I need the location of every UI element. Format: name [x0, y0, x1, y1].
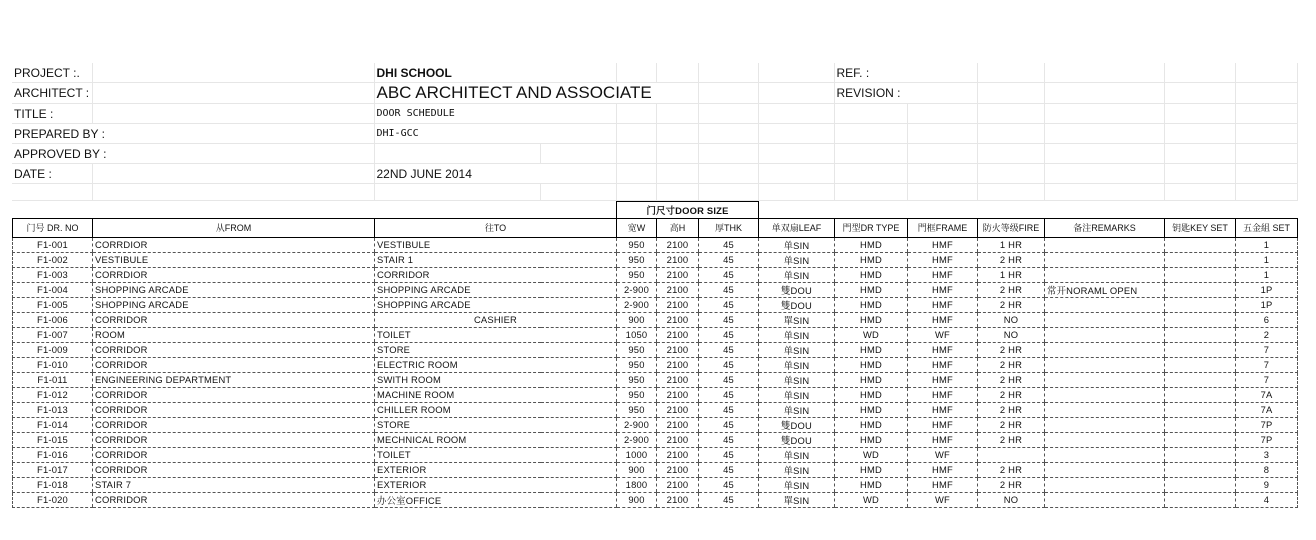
- cell-from: CORRIDOR: [93, 387, 375, 402]
- cell-remarks: [1045, 447, 1165, 462]
- cell-height: 2100: [657, 252, 699, 267]
- cell-width: 1800: [617, 477, 657, 492]
- cell-dr-type: HMD: [835, 432, 908, 447]
- cell-fire: 1 HR: [978, 267, 1045, 282]
- cell-fire: 2 HR: [978, 372, 1045, 387]
- project-value: DHI SCHOOL: [374, 63, 616, 83]
- cell-to: SWITH ROOM: [375, 372, 617, 387]
- cell-width: 950: [617, 372, 657, 387]
- cell-to: CASHIER: [375, 312, 617, 327]
- cell-thk: 45: [699, 402, 759, 417]
- cell-frame: HMF: [908, 237, 978, 252]
- cell-hw-set: 1: [1236, 237, 1298, 252]
- cell-width: 950: [617, 267, 657, 282]
- cell-key-set: [1165, 312, 1236, 327]
- cell-to: EXTERIOR: [375, 462, 617, 477]
- cell-dr-no: F1-020: [13, 492, 93, 507]
- cell-frame: HMF: [908, 342, 978, 357]
- cell-width: 950: [617, 357, 657, 372]
- cell-frame: HMF: [908, 432, 978, 447]
- cell-leaf: 雙DOU: [759, 297, 835, 312]
- cell-remarks: [1045, 342, 1165, 357]
- cell-remarks: [1045, 252, 1165, 267]
- cell-key-set: [1165, 342, 1236, 357]
- cell-dr-type: HMD: [835, 267, 908, 282]
- table-row: [13, 342, 1298, 357]
- cell-leaf: 单SIN: [759, 477, 835, 492]
- door-schedule-sheet: [12, 63, 1297, 508]
- cell-width: 950: [617, 387, 657, 402]
- cell-fire: 2 HR: [978, 387, 1045, 402]
- table-row: [13, 282, 1298, 297]
- cell-remarks: [1045, 357, 1165, 372]
- prepared-value: DHI-GCC: [374, 124, 616, 144]
- cell-key-set: [1165, 417, 1236, 432]
- cell-leaf: 单SIN: [759, 372, 835, 387]
- prepared-label: PREPARED BY :: [12, 124, 374, 144]
- cell-from: CORRIDOR: [93, 357, 375, 372]
- approved-label: APPROVED BY :: [12, 144, 374, 164]
- title-value: DOOR SCHEDULE: [374, 104, 616, 124]
- cell-fire: NO: [978, 312, 1045, 327]
- table-row: [13, 417, 1298, 432]
- date-value: 22ND JUNE 2014: [374, 164, 616, 184]
- cell-thk: 45: [699, 462, 759, 477]
- cell-thk: 45: [699, 387, 759, 402]
- cell-key-set: [1165, 267, 1236, 282]
- cell-key-set: [1165, 297, 1236, 312]
- cell-dr-type: HMD: [835, 462, 908, 477]
- cell-to: STORE: [375, 417, 617, 432]
- table-row: [13, 252, 1298, 267]
- table-row: [13, 327, 1298, 342]
- cell-to: 办公室OFFICE: [375, 492, 617, 507]
- cell-frame: HMF: [908, 372, 978, 387]
- cell-frame: HMF: [908, 387, 978, 402]
- cell-remarks: [1045, 312, 1165, 327]
- cell-remarks: [1045, 417, 1165, 432]
- cell-thk: 45: [699, 282, 759, 297]
- col-thk: 厚THK: [699, 218, 759, 237]
- cell-to: TOILET: [375, 327, 617, 342]
- col-fire: 防火等级FIRE: [978, 218, 1045, 237]
- cell-thk: 45: [699, 417, 759, 432]
- cell-dr-type: WD: [835, 492, 908, 507]
- cell-thk: 45: [699, 477, 759, 492]
- cell-fire: [978, 447, 1045, 462]
- col-remarks: 备注REMARKS: [1045, 218, 1165, 237]
- cell-leaf: 单SIN: [759, 342, 835, 357]
- cell-fire: 2 HR: [978, 297, 1045, 312]
- cell-from: SHOPPING ARCADE: [93, 297, 375, 312]
- cell-leaf: 单SIN: [759, 387, 835, 402]
- cell-leaf: 单SIN: [759, 447, 835, 462]
- cell-width: 950: [617, 342, 657, 357]
- cell-fire: NO: [978, 327, 1045, 342]
- cell-dr-no: F1-015: [13, 432, 93, 447]
- cell-dr-no: F1-009: [13, 342, 93, 357]
- cell-hw-set: 4: [1236, 492, 1298, 507]
- cell-dr-type: HMD: [835, 237, 908, 252]
- cell-fire: NO: [978, 492, 1045, 507]
- cell-key-set: [1165, 492, 1236, 507]
- cell-to: MACHINE ROOM: [375, 387, 617, 402]
- cell-key-set: [1165, 402, 1236, 417]
- cell-height: 2100: [657, 372, 699, 387]
- cell-frame: HMF: [908, 312, 978, 327]
- cell-leaf: 單SIN: [759, 312, 835, 327]
- table-row: [13, 237, 1298, 252]
- col-height: 高H: [657, 218, 699, 237]
- col-from: 从FROM: [93, 218, 375, 237]
- cell-width: 900: [617, 312, 657, 327]
- cell-key-set: [1165, 252, 1236, 267]
- cell-to: VESTIBULE: [375, 237, 617, 252]
- cell-width: 900: [617, 492, 657, 507]
- cell-from: CORRIDOR: [93, 432, 375, 447]
- cell-remarks: [1045, 462, 1165, 477]
- cell-fire: 1 HR: [978, 237, 1045, 252]
- cell-thk: 45: [699, 267, 759, 282]
- cell-dr-no: F1-012: [13, 387, 93, 402]
- cell-to: SHOPPING ARCADE: [375, 282, 617, 297]
- cell-frame: HMF: [908, 252, 978, 267]
- table-row: [13, 312, 1298, 327]
- cell-height: 2100: [657, 327, 699, 342]
- cell-key-set: [1165, 477, 1236, 492]
- cell-dr-type: HMD: [835, 297, 908, 312]
- cell-dr-no: F1-006: [13, 312, 93, 327]
- door-size-group-header: 门尺寸DOOR SIZE: [617, 202, 759, 219]
- cell-dr-type: HMD: [835, 312, 908, 327]
- cell-leaf: 單SIN: [759, 492, 835, 507]
- cell-hw-set: 3: [1236, 447, 1298, 462]
- cell-thk: 45: [699, 297, 759, 312]
- cell-dr-no: F1-004: [13, 282, 93, 297]
- cell-remarks: [1045, 492, 1165, 507]
- cell-from: CORRIDOR: [93, 417, 375, 432]
- cell-frame: HMF: [908, 402, 978, 417]
- cell-to: STORE: [375, 342, 617, 357]
- cell-leaf: 单SIN: [759, 402, 835, 417]
- cell-dr-no: F1-013: [13, 402, 93, 417]
- cell-frame: HMF: [908, 297, 978, 312]
- cell-remarks: [1045, 477, 1165, 492]
- cell-fire: 2 HR: [978, 282, 1045, 297]
- cell-height: 2100: [657, 357, 699, 372]
- cell-from: CORRIDOR: [93, 402, 375, 417]
- cell-hw-set: 7A: [1236, 402, 1298, 417]
- table-row: [13, 432, 1298, 447]
- cell-to: ELECTRIC ROOM: [375, 357, 617, 372]
- cell-hw-set: 8: [1236, 462, 1298, 477]
- cell-key-set: [1165, 237, 1236, 252]
- cell-key-set: [1165, 282, 1236, 297]
- cell-hw-set: 1: [1236, 252, 1298, 267]
- table-row: [13, 447, 1298, 462]
- cell-dr-no: F1-002: [13, 252, 93, 267]
- cell-frame: HMF: [908, 282, 978, 297]
- cell-key-set: [1165, 327, 1236, 342]
- cell-remarks: [1045, 297, 1165, 312]
- cell-from: CORRIDOR: [93, 492, 375, 507]
- cell-leaf: 单SIN: [759, 237, 835, 252]
- cell-height: 2100: [657, 402, 699, 417]
- cell-dr-no: F1-016: [13, 447, 93, 462]
- cell-frame: HMF: [908, 417, 978, 432]
- cell-height: 2100: [657, 297, 699, 312]
- table-row: [13, 357, 1298, 372]
- col-to: 往TO: [375, 218, 617, 237]
- cell-height: 2100: [657, 387, 699, 402]
- table-row: [13, 297, 1298, 312]
- cell-dr-type: HMD: [835, 357, 908, 372]
- cell-dr-no: F1-017: [13, 462, 93, 477]
- col-width: 宽W: [617, 218, 657, 237]
- cell-leaf: 单SIN: [759, 252, 835, 267]
- cell-remarks: [1045, 267, 1165, 282]
- cell-fire: 2 HR: [978, 432, 1045, 447]
- cell-key-set: [1165, 357, 1236, 372]
- cell-remarks: [1045, 402, 1165, 417]
- cell-thk: 45: [699, 252, 759, 267]
- cell-leaf: 单SIN: [759, 327, 835, 342]
- cell-frame: HMF: [908, 462, 978, 477]
- cell-height: 2100: [657, 237, 699, 252]
- cell-width: 900: [617, 462, 657, 477]
- cell-frame: WF: [908, 492, 978, 507]
- cell-width: 950: [617, 237, 657, 252]
- cell-remarks: [1045, 237, 1165, 252]
- cell-dr-no: F1-001: [13, 237, 93, 252]
- cell-height: 2100: [657, 282, 699, 297]
- cell-fire: 2 HR: [978, 462, 1045, 477]
- cell-hw-set: 1P: [1236, 297, 1298, 312]
- cell-width: 950: [617, 252, 657, 267]
- cell-frame: WF: [908, 447, 978, 462]
- cell-height: 2100: [657, 492, 699, 507]
- table-row: [13, 372, 1298, 387]
- cell-width: 2-900: [617, 297, 657, 312]
- cell-to: CHILLER ROOM: [375, 402, 617, 417]
- cell-remarks: [1045, 327, 1165, 342]
- cell-from: VESTIBULE: [93, 252, 375, 267]
- project-label: PROJECT :.: [12, 63, 92, 83]
- cell-width: 2-900: [617, 417, 657, 432]
- cell-height: 2100: [657, 312, 699, 327]
- cell-height: 2100: [657, 462, 699, 477]
- cell-thk: 45: [699, 357, 759, 372]
- cell-thk: 45: [699, 447, 759, 462]
- cell-width: 2-900: [617, 282, 657, 297]
- table-row: [13, 402, 1298, 417]
- cell-dr-type: WD: [835, 447, 908, 462]
- cell-key-set: [1165, 462, 1236, 477]
- cell-to: SHOPPING ARCADE: [375, 297, 617, 312]
- cell-from: CORRIDOR: [93, 312, 375, 327]
- cell-height: 2100: [657, 477, 699, 492]
- cell-from: CORRDIOR: [93, 267, 375, 282]
- cell-dr-no: F1-018: [13, 477, 93, 492]
- cell-to: TOILET: [375, 447, 617, 462]
- cell-remarks: [1045, 372, 1165, 387]
- cell-hw-set: 7: [1236, 342, 1298, 357]
- cell-height: 2100: [657, 342, 699, 357]
- cell-width: 1000: [617, 447, 657, 462]
- col-hw-set: 五金組 SET: [1236, 218, 1298, 237]
- cell-dr-type: HMD: [835, 342, 908, 357]
- cell-key-set: [1165, 372, 1236, 387]
- cell-from: CORRIDOR: [93, 447, 375, 462]
- cell-from: STAIR 7: [93, 477, 375, 492]
- architect-value: ABC ARCHITECT AND ASSOCIATE: [374, 83, 698, 104]
- cell-hw-set: 1: [1236, 267, 1298, 282]
- cell-frame: HMF: [908, 477, 978, 492]
- ref-label: REF. :: [834, 63, 977, 83]
- cell-dr-type: HMD: [835, 372, 908, 387]
- cell-dr-no: F1-010: [13, 357, 93, 372]
- cell-leaf: 雙DOU: [759, 432, 835, 447]
- table-row: [13, 477, 1298, 492]
- cell-hw-set: 6: [1236, 312, 1298, 327]
- cell-to: STAIR 1: [375, 252, 617, 267]
- col-dr-no: 门号 DR. NO: [13, 218, 93, 237]
- cell-from: CORRIDOR: [93, 462, 375, 477]
- cell-to: EXTERIOR: [375, 477, 617, 492]
- cell-remarks: 常开NORAML OPEN: [1045, 282, 1165, 297]
- cell-thk: 45: [699, 492, 759, 507]
- cell-dr-type: HMD: [835, 402, 908, 417]
- cell-dr-no: F1-011: [13, 372, 93, 387]
- cell-dr-no: F1-014: [13, 417, 93, 432]
- cell-width: 950: [617, 402, 657, 417]
- cell-to: MECHNICAL ROOM: [375, 432, 617, 447]
- table-row: [13, 462, 1298, 477]
- cell-hw-set: 7P: [1236, 417, 1298, 432]
- col-frame: 門框FRAME: [908, 218, 978, 237]
- cell-key-set: [1165, 432, 1236, 447]
- cell-hw-set: 9: [1236, 477, 1298, 492]
- cell-frame: WF: [908, 327, 978, 342]
- cell-dr-type: HMD: [835, 387, 908, 402]
- architect-label: ARCHITECT :: [12, 83, 92, 104]
- col-leaf: 单双扇LEAF: [759, 218, 835, 237]
- col-dr-type: 門型DR TYPE: [835, 218, 908, 237]
- cell-dr-no: F1-005: [13, 297, 93, 312]
- date-label: DATE :: [12, 164, 92, 184]
- cell-dr-type: HMD: [835, 477, 908, 492]
- cell-remarks: [1045, 387, 1165, 402]
- cell-hw-set: 7: [1236, 357, 1298, 372]
- cell-leaf: 单SIN: [759, 357, 835, 372]
- cell-from: CORRIDOR: [93, 342, 375, 357]
- cell-leaf: 雙DOU: [759, 417, 835, 432]
- cell-fire: 2 HR: [978, 477, 1045, 492]
- cell-fire: 2 HR: [978, 252, 1045, 267]
- cell-width: 2-900: [617, 432, 657, 447]
- cell-from: CORRDIOR: [93, 237, 375, 252]
- cell-from: ROOM: [93, 327, 375, 342]
- cell-dr-type: HMD: [835, 252, 908, 267]
- cell-height: 2100: [657, 447, 699, 462]
- cell-fire: 2 HR: [978, 417, 1045, 432]
- cell-remarks: [1045, 432, 1165, 447]
- revision-label: REVISION :: [834, 83, 977, 104]
- table-row: [13, 267, 1298, 282]
- cell-leaf: 单SIN: [759, 462, 835, 477]
- cell-key-set: [1165, 447, 1236, 462]
- cell-fire: 2 HR: [978, 357, 1045, 372]
- col-key-set: 钥匙KEY SET: [1165, 218, 1236, 237]
- cell-dr-no: F1-003: [13, 267, 93, 282]
- cell-thk: 45: [699, 327, 759, 342]
- cell-dr-no: F1-007: [13, 327, 93, 342]
- cell-from: ENGINEERING DEPARTMENT: [93, 372, 375, 387]
- door-schedule-table: [12, 201, 1298, 508]
- cell-to: CORRIDOR: [375, 267, 617, 282]
- cell-hw-set: 7P: [1236, 432, 1298, 447]
- cell-thk: 45: [699, 372, 759, 387]
- cell-hw-set: 2: [1236, 327, 1298, 342]
- cell-fire: 2 HR: [978, 342, 1045, 357]
- cell-hw-set: 7: [1236, 372, 1298, 387]
- cell-key-set: [1165, 387, 1236, 402]
- cell-from: SHOPPING ARCADE: [93, 282, 375, 297]
- cell-hw-set: 1P: [1236, 282, 1298, 297]
- cell-height: 2100: [657, 432, 699, 447]
- cell-thk: 45: [699, 237, 759, 252]
- table-row: [13, 387, 1298, 402]
- cell-dr-type: HMD: [835, 282, 908, 297]
- cell-width: 1050: [617, 327, 657, 342]
- cell-hw-set: 7A: [1236, 387, 1298, 402]
- cell-dr-type: HMD: [835, 417, 908, 432]
- cell-thk: 45: [699, 432, 759, 447]
- header-block: [12, 63, 1298, 201]
- table-row: [13, 492, 1298, 507]
- cell-frame: HMF: [908, 267, 978, 282]
- cell-leaf: 雙DOU: [759, 282, 835, 297]
- title-label: TITLE :: [12, 104, 92, 124]
- cell-height: 2100: [657, 417, 699, 432]
- cell-dr-type: WD: [835, 327, 908, 342]
- cell-height: 2100: [657, 267, 699, 282]
- cell-thk: 45: [699, 312, 759, 327]
- cell-leaf: 单SIN: [759, 267, 835, 282]
- cell-frame: HMF: [908, 357, 978, 372]
- cell-thk: 45: [699, 342, 759, 357]
- cell-fire: 2 HR: [978, 402, 1045, 417]
